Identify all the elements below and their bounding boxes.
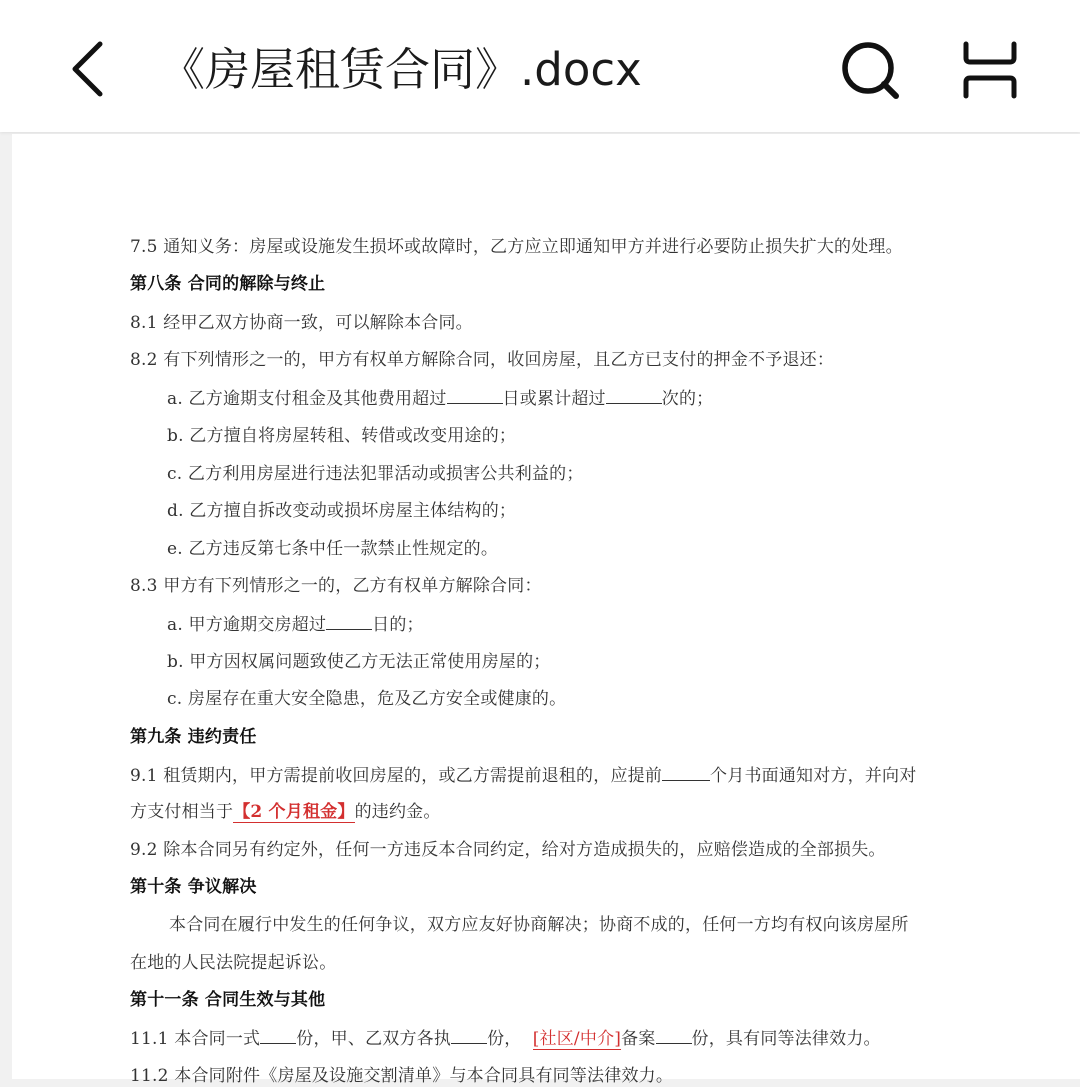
document-title: 《房屋租赁合同》.docx — [160, 43, 642, 96]
list-item: d. 乙方擅自拆改变动或损坏房屋主体结构的； — [167, 501, 517, 521]
blank-field — [260, 1027, 296, 1044]
highlighted-term: [社区/中介] — [532, 1029, 622, 1049]
doc-paragraph: 本合同在履行中发生的任何争议，双方应友好协商解决；协商不成的，任何一方均有权向该房屋所 — [169, 915, 909, 935]
search-icon — [838, 40, 902, 100]
list-item: c. 房屋存在重大安全隐患，危及乙方安全或健康的。 — [167, 689, 567, 709]
item-text: 方支付相当于 — [130, 802, 234, 822]
highlighted-term: 【2 个月租金】 — [233, 802, 355, 822]
blank-field — [451, 1027, 487, 1044]
doc-paragraph — [130, 764, 916, 787]
search-button[interactable] — [838, 40, 902, 100]
item-text: a. 乙方逾期支付租金及其他费用超过 — [167, 389, 447, 409]
item-text: 日或累计超过 — [502, 389, 606, 409]
blank-field — [606, 387, 662, 404]
item-text: 9.1 租赁期内，甲方需提前收回房屋的，或乙方需提前退租的，应提前 — [130, 766, 663, 786]
doc-paragraph: 8.2 有下列情形之一的，甲方有权单方解除合同，收回房屋，且乙方已支付的押金不予退还： — [130, 350, 835, 370]
doc-paragraph: 11.2 本合同附件《房屋及设施交割清单》与本合同具有同等法律效力。 — [130, 1066, 674, 1086]
section-heading: 第九条 违约责任 — [130, 727, 257, 747]
top-app-bar — [0, 0, 1080, 132]
item-text: 的违约金。 — [354, 802, 441, 822]
list-item: b. 甲方因权属问题致使乙方无法正常使用房屋的； — [167, 652, 551, 672]
list-item: b. 乙方擅自将房屋转租、转借或改变用途的； — [167, 426, 517, 446]
section-heading: 第八条 合同的解除与终止 — [130, 274, 326, 294]
menu-icon — [958, 40, 1022, 100]
item-text: 11.1 本合同一式 — [130, 1029, 261, 1049]
doc-paragraph — [130, 801, 441, 823]
blank-field — [656, 1027, 692, 1044]
item-text: 次的； — [661, 389, 714, 409]
blank-field — [662, 764, 710, 781]
item-text: 份， — [487, 1029, 522, 1049]
item-text: 份，甲、乙双方各执 — [296, 1029, 452, 1049]
document-page[interactable] — [12, 134, 1080, 1086]
doc-paragraph: 8.1 经甲乙双方协商一致，可以解除本合同。 — [130, 313, 473, 333]
section-heading: 第十一条 合同生效与其他 — [130, 990, 326, 1010]
blank-field — [326, 613, 372, 630]
more-menu-button[interactable] — [958, 40, 1022, 100]
blank-field — [447, 387, 503, 404]
list-item: e. 乙方违反第七条中任一款禁止性规定的。 — [167, 539, 499, 559]
doc-paragraph: 9.2 除本合同另有约定外，任何一方违反本合同约定，给对方造成损失的，应赔偿造成的全部损失。 — [130, 840, 886, 860]
item-text: 备案 — [621, 1029, 656, 1049]
list-item: c. 乙方利用房屋进行违法犯罪活动或损害公共利益的； — [167, 464, 584, 484]
item-text: 日的； — [372, 615, 424, 635]
item-text: 个月书面通知对方，并向对 — [710, 766, 917, 786]
back-button[interactable] — [66, 40, 112, 98]
list-item — [167, 613, 424, 636]
doc-paragraph: 在地的人民法院提起诉讼。 — [130, 953, 337, 973]
item-text: a. 甲方逾期交房超过 — [167, 615, 327, 635]
section-heading: 第十条 争议解决 — [130, 877, 257, 897]
doc-paragraph: 7.5 通知义务：房屋或设施发生损坏或故障时，乙方应立即通知甲方并进行必要防止损失扩大的处理。 — [130, 237, 903, 257]
doc-paragraph: 8.3 甲方有下列情形之一的，乙方有权单方解除合同： — [130, 576, 542, 596]
chevron-left-icon — [66, 40, 112, 98]
item-text: 份，具有同等法律效力。 — [691, 1029, 881, 1049]
doc-paragraph — [130, 1027, 881, 1050]
list-item — [167, 387, 713, 410]
